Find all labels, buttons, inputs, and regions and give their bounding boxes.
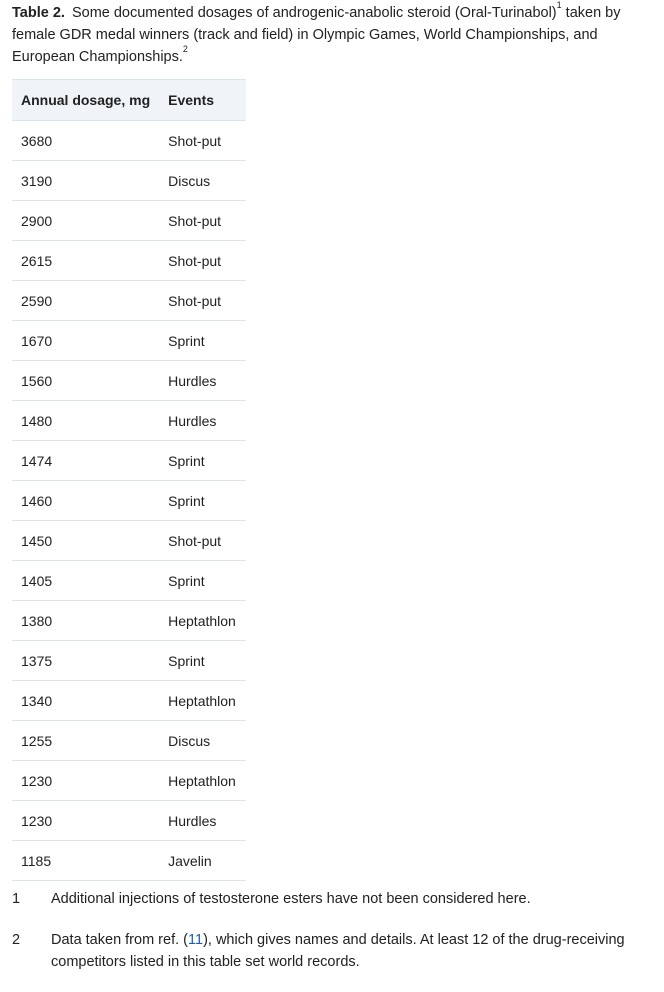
table-body (12, 121, 246, 881)
footnotes (12, 888, 652, 992)
footnote-number: 1 (12, 891, 21, 907)
event-cell: Shot-put (159, 241, 246, 281)
event-cell: Hurdles (159, 401, 246, 441)
caption-text-part2: taken by female GDR medal winners (track and field) in Olympic Games, World Championships, and European Championships. (12, 5, 621, 65)
event-cell: Heptathlon (159, 761, 246, 801)
caption-footnote-ref-2[interactable]: 2 (182, 44, 188, 55)
dosage-cell: 1340 (12, 681, 159, 721)
caption-text-part1: Some documented dosages of androgenic-anabolic steroid (Oral-Turinabol) (71, 5, 557, 21)
table-row (12, 281, 246, 321)
table-row (12, 841, 246, 881)
event-cell: Javelin (159, 841, 246, 881)
footnote-text (51, 929, 652, 973)
table-row (12, 721, 246, 761)
event-cell: Sprint (159, 481, 246, 521)
footnote-text-after: ), which gives names and details. At least 12 of the drug-receiving competitors listed in this table set world records. (51, 932, 625, 970)
footnote-1 (12, 888, 652, 910)
table-row (12, 481, 246, 521)
event-cell: Shot-put (159, 281, 246, 321)
event-cell: Hurdles (159, 801, 246, 841)
header-annual-dosage: Annual dosage, mg (12, 80, 159, 121)
table-header (12, 80, 246, 121)
table-row (12, 121, 246, 161)
table-row (12, 441, 246, 481)
event-cell: Sprint (159, 641, 246, 681)
dosage-cell: 3190 (12, 161, 159, 201)
dosage-cell: 3680 (12, 121, 159, 161)
dosage-cell: 2615 (12, 241, 159, 281)
table-caption (12, 2, 652, 68)
dosage-cell: 1450 (12, 521, 159, 561)
caption-footnote-ref-1[interactable]: 1 (556, 0, 562, 11)
table-row (12, 761, 246, 801)
footnote-2 (12, 929, 652, 973)
event-cell: Heptathlon (159, 681, 246, 721)
header-events: Events (159, 80, 246, 121)
dosage-cell: 1480 (12, 401, 159, 441)
dosage-cell: 1670 (12, 321, 159, 361)
dosage-cell: 1380 (12, 601, 159, 641)
dosage-table (12, 79, 246, 881)
dosage-cell: 2590 (12, 281, 159, 321)
event-cell: Shot-put (159, 201, 246, 241)
dosage-cell: 1375 (12, 641, 159, 681)
event-cell: Sprint (159, 561, 246, 601)
dosage-cell: 2900 (12, 201, 159, 241)
dosage-cell: 1230 (12, 761, 159, 801)
table-row (12, 521, 246, 561)
table-row (12, 401, 246, 441)
dosage-cell: 1185 (12, 841, 159, 881)
reference-link-11[interactable]: 11 (188, 932, 204, 948)
dosage-cell: 1230 (12, 801, 159, 841)
event-cell: Discus (159, 721, 246, 761)
footnote-number: 2 (12, 932, 21, 948)
header-row (12, 80, 246, 121)
table-row (12, 321, 246, 361)
table-row (12, 201, 246, 241)
table-row (12, 681, 246, 721)
event-cell: Sprint (159, 321, 246, 361)
table-row (12, 601, 246, 641)
dosage-cell: 1405 (12, 561, 159, 601)
table-row (12, 161, 246, 201)
footnote-text: Additional injections of testosterone esters have not been considered here. (51, 891, 531, 907)
table-row (12, 561, 246, 601)
event-cell: Discus (159, 161, 246, 201)
table-row (12, 641, 246, 681)
footnote-text-before: Data taken from ref. ( (51, 932, 188, 948)
table-row (12, 801, 246, 841)
dosage-cell: 1474 (12, 441, 159, 481)
event-cell: Shot-put (159, 521, 246, 561)
event-cell: Shot-put (159, 121, 246, 161)
dosage-cell: 1560 (12, 361, 159, 401)
table-row (12, 241, 246, 281)
dosage-cell: 1255 (12, 721, 159, 761)
table-label: Table 2. (12, 5, 65, 21)
event-cell: Sprint (159, 441, 246, 481)
event-cell: Hurdles (159, 361, 246, 401)
table-row (12, 361, 246, 401)
dosage-cell: 1460 (12, 481, 159, 521)
event-cell: Heptathlon (159, 601, 246, 641)
